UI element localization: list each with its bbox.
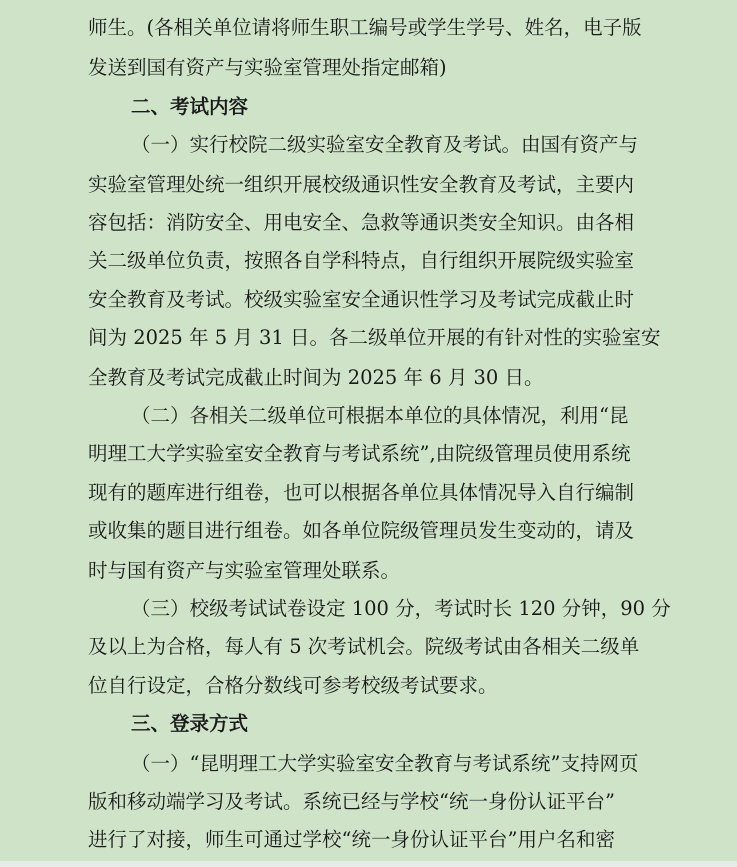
text-line: 或收集的题目进行组卷。如各单位院级管理员发生变动的，请及 [88, 519, 635, 542]
text-line: （一）实行校院二级实验室安全教育及考试。由国有资产与 [131, 133, 639, 156]
text-line: 位自行设定，合格分数线可参考校级考试要求。 [88, 674, 498, 697]
section-heading-exam-content: 二、考试内容 [131, 95, 249, 118]
text-line: 发送到国有资产与实验室管理处指定邮箱) [88, 56, 447, 79]
text-line: 关二级单位负责，按照各自学科特点，自行组织开展院级实验室 [88, 249, 635, 272]
text-line: 进行了对接，师生可通过学校“统一身份认证平台”用户名和密 [88, 828, 615, 851]
text-line: 容包括：消防安全、用电安全、急救等通识类安全知识。由各相 [88, 211, 635, 234]
text-line: 时与国有资产与实验室管理处联系。 [88, 559, 401, 582]
text-line: 间为 2025 年 5 月 31 日。各二级单位开展的有针对性的实验室安 [88, 326, 661, 349]
text-line: 现有的题库进行组卷，也可以根据各单位具体情况导入自行编制 [88, 481, 635, 504]
text-line: （二）各相关二级单位可根据本单位的具体情况，利用“昆 [131, 404, 629, 427]
text-line: 及以上为合格，每人有 5 次考试机会。院级考试由各相关二级单 [88, 635, 640, 658]
text-line: 实验室管理处统一组织开展校级通识性安全教育及考试，主要内 [88, 173, 635, 196]
text-line: （一）“昆明理工大学实验室安全教育与考试系统”支持网页 [131, 752, 639, 775]
text-line: 明理工大学实验室安全教育与考试系统”,由院级管理员使用系统 [88, 442, 631, 465]
text-line: 师生。(各相关单位请将师生职工编号或学生学号、姓名，电子版 [88, 16, 642, 39]
text-line: 全教育及考试完成截止时间为 2025 年 6 月 30 日。 [88, 366, 544, 389]
text-line: 版和移动端学习及考试。系统已经与学校“统一身份认证平台” [88, 790, 615, 813]
text-line: （三）校级考试试卷设定 100 分，考试时长 120 分钟，90 分 [131, 597, 671, 620]
bottom-divider [0, 861, 737, 867]
text-line: 安全教育及考试。校级实验室安全通识性学习及考试完成截止时 [88, 288, 635, 311]
section-heading-login-method: 三、登录方式 [131, 712, 249, 735]
